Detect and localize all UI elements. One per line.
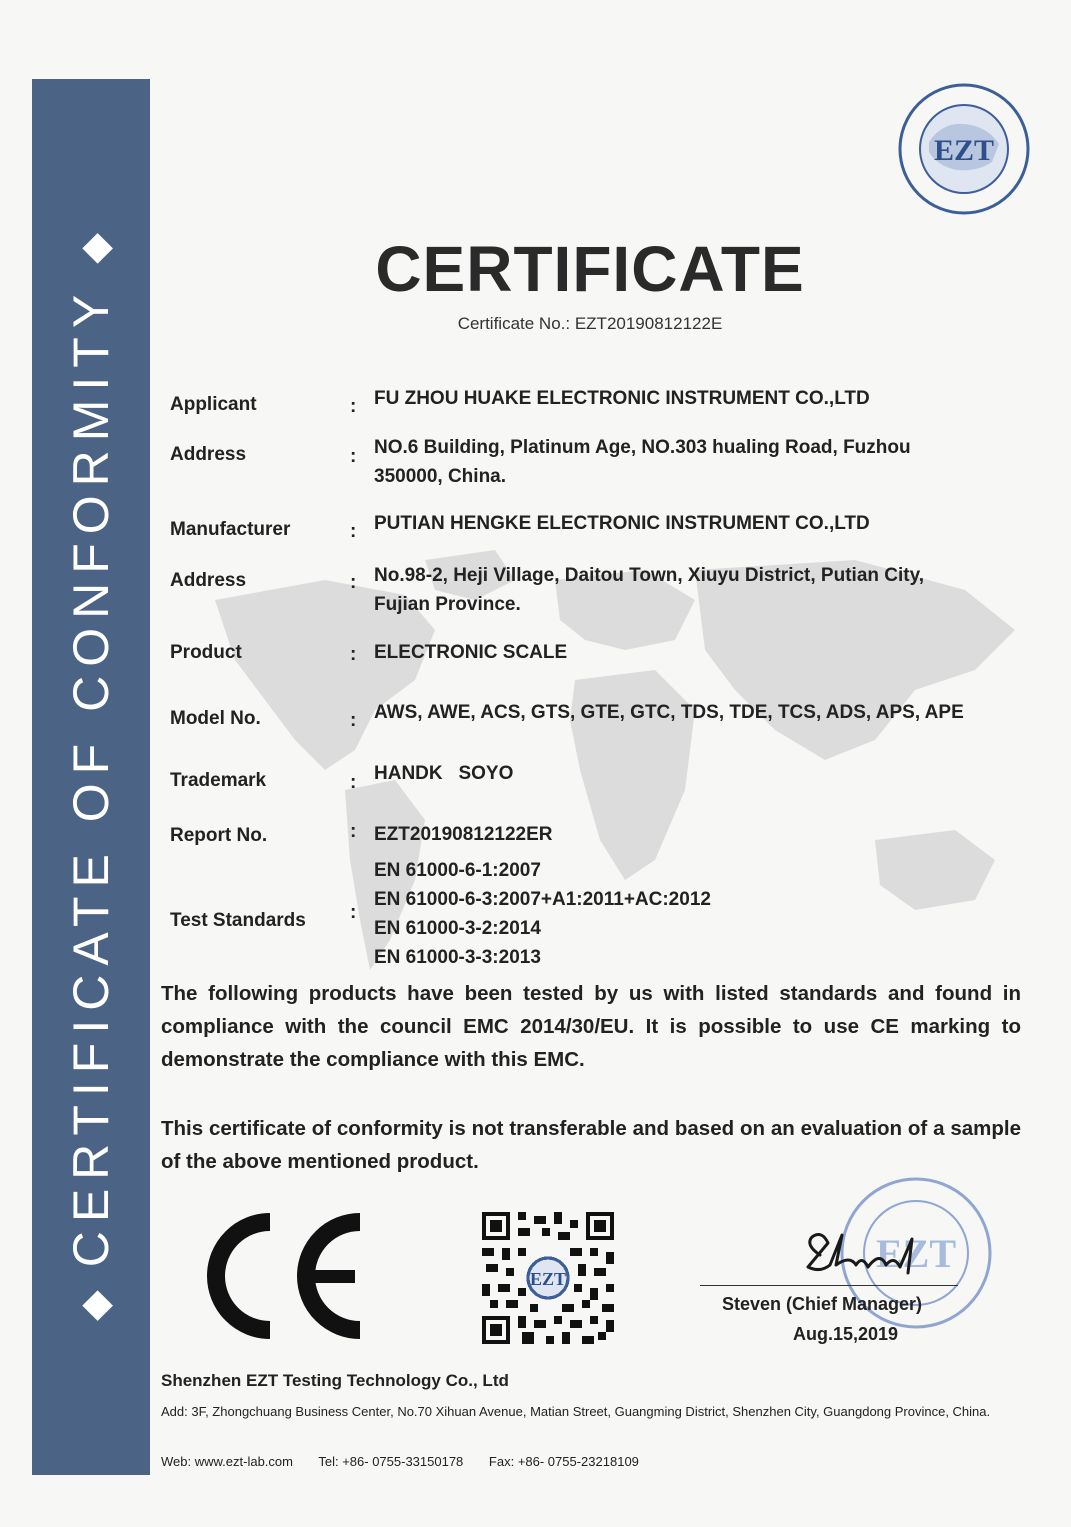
applicant-address-value [374, 433, 911, 491]
applicant-address-line2: 350000, China. [374, 466, 507, 487]
colon: : [350, 572, 357, 593]
manufacturer-value: PUTIAN HENGKE ELECTRONIC INSTRUMENT CO.,LTD [374, 513, 870, 534]
certificate-title: CERTIFICATE [375, 233, 805, 305]
model-value: AWS, AWE, ACS, GTS, GTE, GTC, TDS, TDE, TCS, ADS, APS, APE [374, 702, 964, 723]
manufacturer-address-line2: Fujian Province. [374, 594, 521, 615]
standard-item: EN 61000-3-3:2013 [374, 947, 541, 968]
standards-label: Test Standards [170, 910, 306, 931]
colon: : [350, 521, 357, 542]
colon: : [350, 710, 357, 731]
colon: : [350, 644, 357, 665]
signer-name: Steven (Chief Manager) [722, 1294, 923, 1314]
diamond-icon: ◆ [73, 233, 117, 264]
colon: : [350, 396, 357, 417]
ce-mark-logo [195, 1212, 365, 1340]
footer-fax: Fax: +86- 0755-23218109 [488, 1454, 639, 1469]
signature-date: Aug.15,2019 [793, 1324, 899, 1344]
certificate-number: Certificate No.: EZT20190812122E [457, 314, 723, 333]
footer-contact [161, 1454, 661, 1469]
applicant-address-label: Address [170, 444, 247, 465]
applicant-label: Applicant [170, 394, 257, 415]
standard-item: EN 61000-3-2:2014 [374, 918, 541, 939]
footer-company: Shenzhen EZT Testing Technology Co., Ltd [161, 1371, 509, 1390]
trademark-value: HANDK SOYO [374, 763, 514, 784]
sidebar-title [62, 233, 120, 1321]
footer-address: Add: 3F, Zhongchuang Business Center, No.70 Xihuan Avenue, Matian Street, Guangming District, Shenzhen City, Guangdong Province, China. [161, 1404, 991, 1419]
applicant-address-line1: NO.6 Building, Platinum Age, NO.303 hualing Road, Fuzhou [374, 437, 911, 458]
colon: : [350, 772, 357, 793]
standard-item: EN 61000-6-1:2007 [374, 860, 541, 881]
manufacturer-address-value [374, 561, 924, 619]
sidebar-title-text: CERTIFICATE OF CONFORMITY [63, 286, 119, 1268]
colon: : [350, 821, 357, 842]
signature-line [700, 1285, 958, 1286]
manufacturer-address-label: Address [170, 570, 247, 591]
qr-code [482, 1212, 614, 1344]
qr-center-logo: EZT [529, 1269, 567, 1290]
manufacturer-address-line1: No.98-2, Heji Village, Daitou Town, Xiuyu District, Putian City, [374, 565, 925, 586]
product-value: ELECTRONIC SCALE [374, 642, 568, 663]
diamond-icon: ◆ [73, 1290, 117, 1321]
report-label: Report No. [170, 825, 268, 846]
model-label: Model No. [170, 708, 261, 729]
footer-web: Web: www.ezt-lab.com [161, 1454, 293, 1469]
colon: : [350, 446, 357, 467]
footer-tel: Tel: +86- 0755-33150178 [318, 1454, 464, 1469]
report-value: EZT20190812122ER [374, 824, 553, 845]
standard-item: EN 61000-6-3:2007+A1:2011+AC:2012 [374, 889, 711, 910]
trademark-label: Trademark [170, 770, 267, 791]
applicant-value: FU ZHOU HUAKE ELECTRONIC INSTRUMENT CO.,LTD [374, 388, 870, 409]
svg-text:EZT: EZT [875, 1231, 957, 1276]
ezt-seal-logo [897, 82, 1031, 216]
compliance-paragraph: The following products have been tested by us with listed standards and found in compliance with the council EMC 2014/30/EU. It is possible to use CE marking to demonstrate the compliance with this EMC. [161, 982, 1021, 1071]
manufacturer-label: Manufacturer [170, 519, 291, 540]
svg-text:EZT: EZT [933, 134, 995, 167]
standards-list [374, 856, 711, 972]
conformity-paragraph: This certificate of conformity is not transferable and based on an evaluation of a sample of the above mentioned product. [161, 1117, 1021, 1173]
colon: : [350, 902, 357, 923]
product-label: Product [170, 642, 242, 663]
